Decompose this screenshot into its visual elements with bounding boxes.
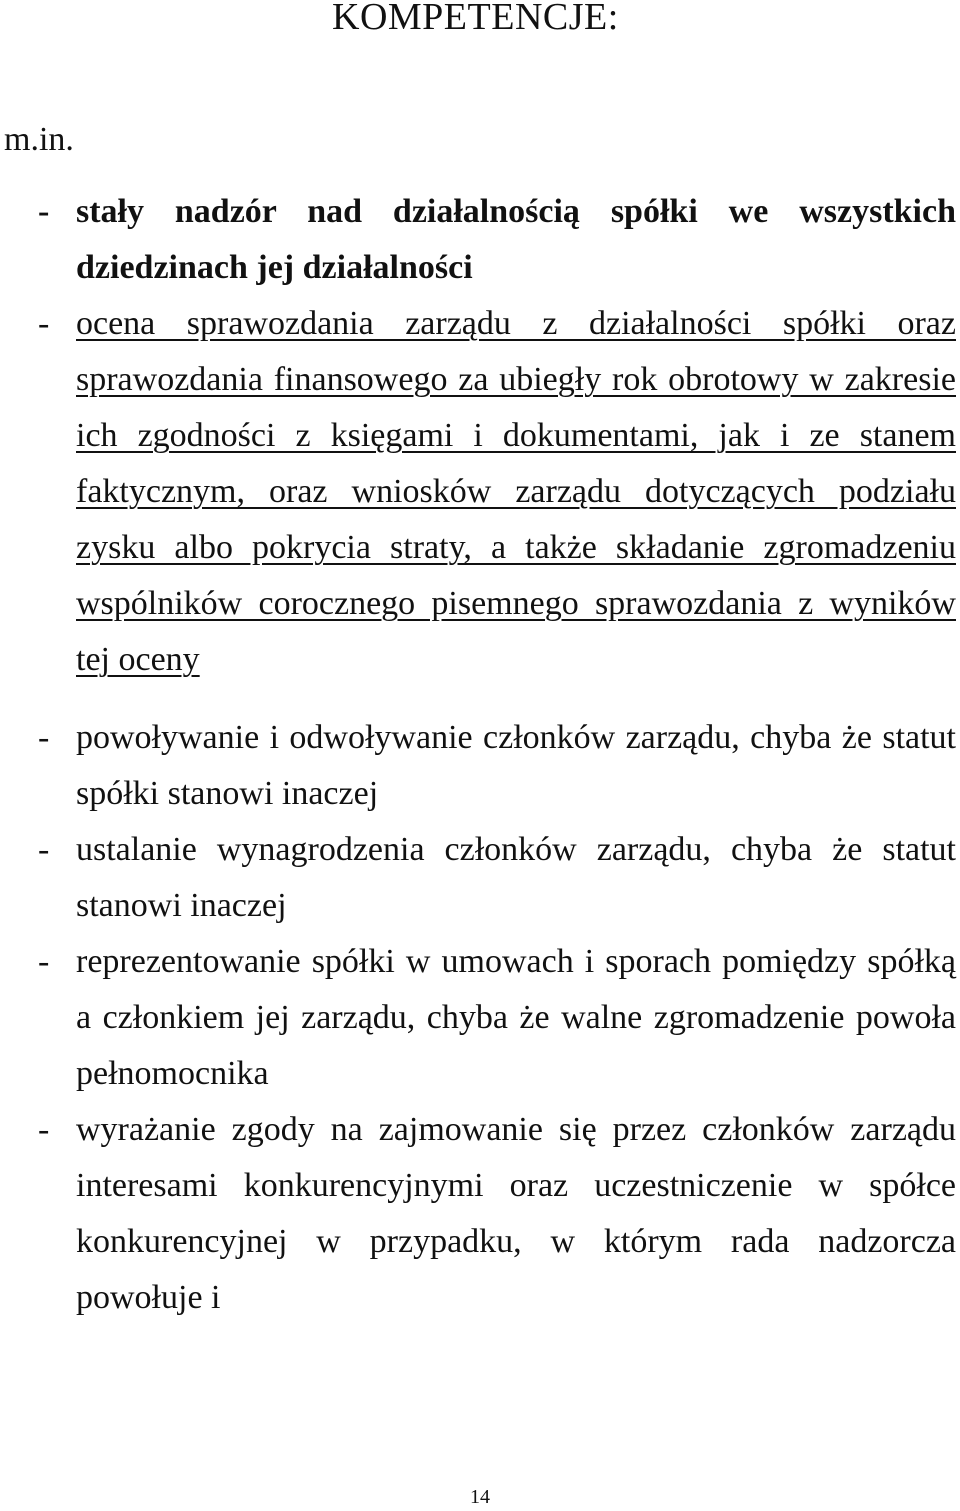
list-item-text: stały nadzór nad działalnością spółki we wszystkich dziedzinach jej działalności bbox=[76, 193, 956, 286]
list-item-text: reprezentowanie spółki w umowach i sporach pomiędzy spółką a członkiem jej zarządu, chyba że walne zgromadzenie powoła pełnomocnika bbox=[76, 943, 956, 1092]
list-dash: - bbox=[38, 943, 50, 980]
list-item bbox=[0, 184, 960, 296]
list-item bbox=[0, 296, 960, 688]
list-item-text: ustalanie wynagrodzenia członków zarządu, chyba że statut stanowi inaczej bbox=[76, 831, 956, 924]
list-dash: - bbox=[38, 831, 50, 868]
page-number: 14 bbox=[470, 1486, 490, 1508]
list-item bbox=[0, 710, 960, 822]
list-item-text: ocena sprawozdania zarządu z działalności spółki oraz sprawozdania finansowego za ubiegły rok obrotowy w zakresie ich zgodności z księgami i dokumentami, jak i ze stanem faktycznym, oraz wniosków zarządu dotyczących podziału zysku albo pokrycia straty, a także składanie zgromadzeniu wspólników corocznego pisemnego sprawozdania z wyników tej oceny bbox=[76, 305, 956, 678]
document-title: KOMPETENCJE: bbox=[332, 0, 619, 38]
list-dash: - bbox=[38, 193, 50, 230]
list-dash: - bbox=[38, 305, 50, 342]
list-item bbox=[0, 934, 960, 1102]
list-item bbox=[0, 1102, 960, 1326]
list-item-text: wyrażanie zgody na zajmowanie się przez członków zarządu interesami konkurencyjnymi oraz uczestniczenie w spółce konkurencyjnej w przypadku, w którym rada nadzorcza powołuje i bbox=[76, 1111, 956, 1316]
list-dash: - bbox=[38, 719, 50, 756]
list-intro: m.in. bbox=[4, 121, 74, 158]
list-item bbox=[0, 822, 960, 934]
list-item-text: powoływanie i odwoływanie członków zarządu, chyba że statut spółki stanowi inaczej bbox=[76, 719, 956, 812]
list-dash: - bbox=[38, 1111, 50, 1148]
competence-list bbox=[0, 184, 960, 1326]
